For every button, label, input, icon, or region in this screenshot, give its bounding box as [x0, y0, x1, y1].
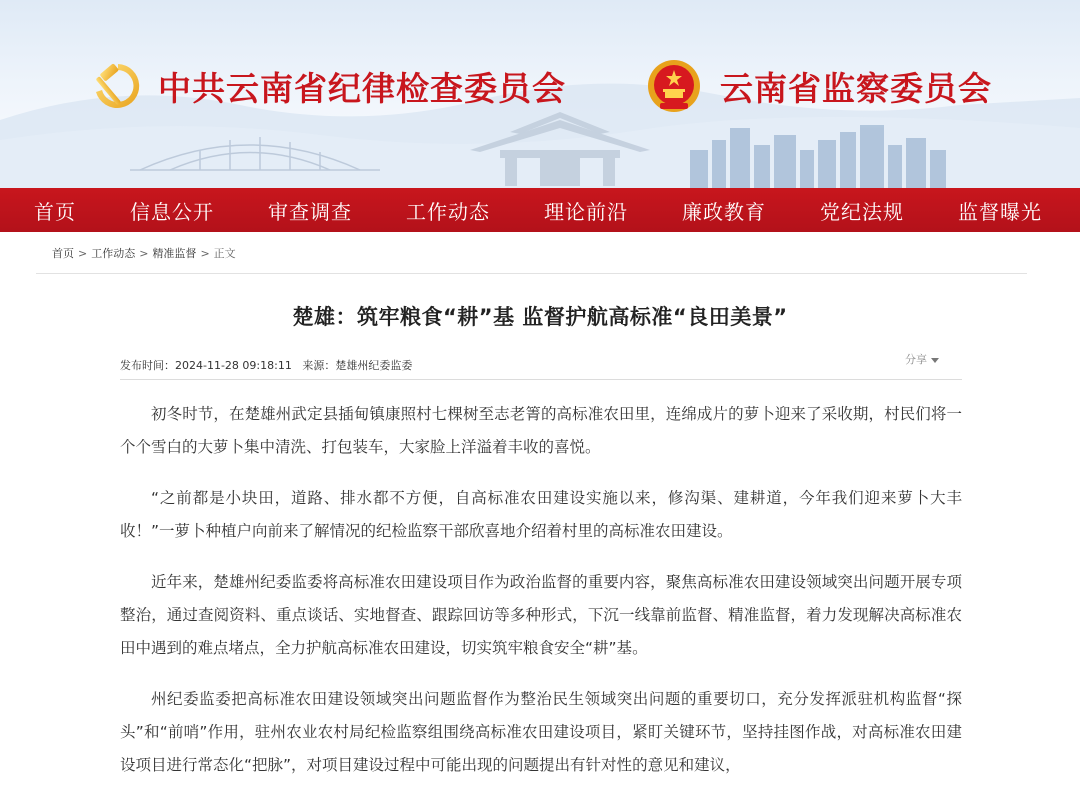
header-banner	[0, 0, 1080, 188]
article-paragraph: “之前都是小块田，道路、排水都不方便，自高标准农田建设实施以来，修沟渠、建耕道，今年我们迎来萝卜大丰收！”一萝卜种植户向前来了解情况的纪检监察干部欣喜地介绍着村里的高标准农田建设。	[120, 489, 962, 540]
supervision-commission-title: 云南省监察委员会	[720, 68, 992, 108]
publish-time-label: 发布时间：	[120, 359, 175, 372]
article-meta	[120, 353, 962, 373]
nav-item-party-regulations[interactable]: 党纪法规	[820, 199, 904, 224]
article-title: 楚雄：筑牢粮食“耕”基 监督护航高标准“良田美景”	[292, 305, 788, 329]
share-label: 分享	[905, 353, 927, 366]
breadcrumb	[52, 244, 1080, 262]
share-button[interactable]	[905, 351, 939, 367]
article-paragraph: 州纪委监委把高标准农田建设领域突出问题监督作为整治民生领域突出问题的重要切口，充分发挥派驻机构监督“探头”和“前哨”作用，驻州农业农村局纪检监察组围绕高标准农田建设项目，紧盯关键环节，坚持挂图作战，对高标准农田建设项目进行常态化“把脉”，对项目建设过程中可能出现的问题提出有针对性的意见和建议，	[120, 690, 962, 774]
breadcrumb-work-news[interactable]: 工作动态	[91, 247, 136, 260]
supervision-brand[interactable]	[646, 58, 992, 114]
publish-time: 2024-11-28 09:18:11	[175, 359, 292, 372]
breadcrumb-separator: >	[200, 246, 210, 260]
nav-item-investigation[interactable]: 审查调查	[268, 199, 352, 224]
cpc-discipline-title: 中共云南省纪律检查委员会	[158, 68, 566, 108]
article-paragraph: 近年来，楚雄州纪委监委将高标准农田建设项目作为政治监督的重要内容，聚焦高标准农田建设领域突出问题开展专项整治，通过查阅资料、重点谈话、实地督查、跟踪回访等多种形式，下沉一线靠前监督、精准监督，着力发现解决高标准农田中遇到的难点堵点，全力护航高标准农田建设，切实筑牢粮食安全“耕”基。	[120, 573, 962, 657]
nav-item-home[interactable]: 首页	[34, 199, 76, 224]
breadcrumb-divider	[36, 273, 1027, 274]
article-paragraph: 初冬时节，在楚雄州武定县插甸镇康照村七棵树至志老箐的高标准农田里，连绵成片的萝卜迎来了采收期，村民们将一个个雪白的大萝卜集中清洗、打包装车，大家脸上洋溢着丰收的喜悦。	[120, 405, 962, 456]
nav-item-exposure[interactable]: 监督曝光	[958, 199, 1042, 224]
nav-item-work-news[interactable]: 工作动态	[406, 199, 490, 224]
cpc-brand[interactable]	[88, 58, 566, 114]
article-source: 楚雄州纪委监委	[335, 359, 413, 372]
party-emblem-icon	[88, 58, 144, 114]
breadcrumb-separator: >	[78, 246, 88, 260]
national-emblem-icon	[646, 58, 702, 114]
source-label: 来源：	[302, 359, 336, 372]
nav-item-info-disclosure[interactable]: 信息公开	[130, 199, 214, 224]
main-nav	[0, 188, 1080, 232]
breadcrumb-precise-supervision[interactable]: 精准监督	[152, 247, 197, 260]
breadcrumb-separator: >	[139, 246, 149, 260]
nav-item-integrity-education[interactable]: 廉政教育	[682, 199, 766, 224]
breadcrumb-home[interactable]: 首页	[52, 247, 74, 260]
article-body	[120, 398, 962, 782]
breadcrumb-current: 正文	[213, 247, 236, 260]
chevron-down-icon	[931, 358, 939, 363]
nav-item-theory[interactable]: 理论前沿	[544, 199, 628, 224]
meta-divider	[120, 379, 962, 380]
